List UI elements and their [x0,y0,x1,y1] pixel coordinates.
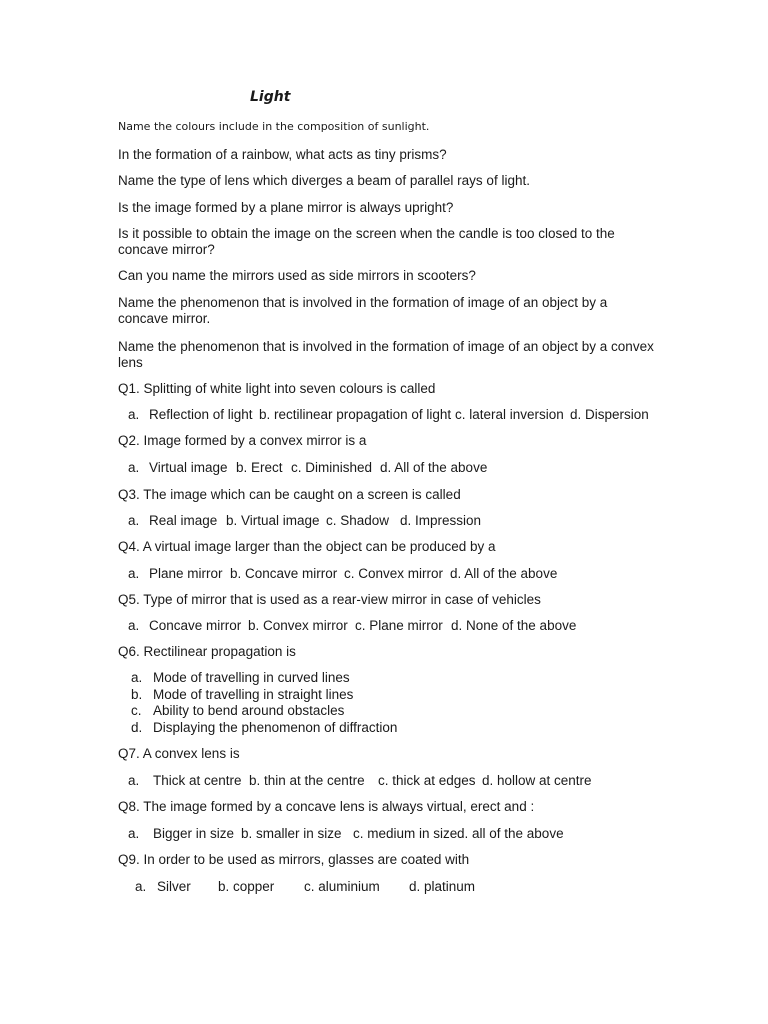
option-letter: a. [128,407,140,422]
option-text: Displaying the phenomenon of diffraction [153,720,398,736]
intro-question: Name the colours include in the composition of sunlight. [118,120,430,133]
option-letter: a. [128,826,140,841]
option-c: c. Convex mirror [344,566,444,581]
short-question-4: Is it possible to obtain the image on the screen when the candle is too closed to the concave mirror? [118,226,615,257]
option-letter: a. [128,618,140,633]
mcq-options-2 [128,460,487,476]
mcq-options-4 [128,566,557,582]
mcq-question-1: Q1. Splitting of white light into seven colours is called [118,381,436,396]
option-text: Mode of travelling in straight lines [153,686,354,702]
option-b: b. Concave mirror [230,566,338,581]
list-item [131,670,397,687]
option-text: Ability to bend around obstacles [153,703,345,719]
short-question-6: Name the phenomenon that is involved in the formation of image of an object by a concave mirror. [118,295,608,326]
option-c: c. Plane mirror [355,618,443,633]
short-question-5: Can you name the mirrors used as side mirrors in scooters? [118,268,476,283]
mcq-question-4: Q4. A virtual image larger than the object can be produced by a [118,539,496,554]
option-letter: a. [135,879,147,894]
mcq-options-7 [128,773,592,789]
mcq-question-2: Q2. Image formed by a convex mirror is a [118,433,367,448]
mcq-options-6 [131,670,397,737]
option-a: Silver [157,879,191,894]
option-d: d. hollow at centre [482,773,592,788]
option-c: c. medium in size [353,826,458,841]
option-d: d. None of the above [451,618,577,633]
mcq-options-8 [128,826,564,842]
option-c: c. Diminished [291,460,373,475]
option-d: d. Impression [400,513,482,528]
option-b: b. Erect [236,460,283,475]
option-a: Virtual image [149,460,228,475]
option-b: b. Virtual image [226,513,320,528]
mcq-question-6: Q6. Rectilinear propagation is [118,644,296,659]
option-a: Thick at centre [153,773,242,788]
option-d: d. All of the above [450,566,558,581]
option-letter: a. [128,460,140,475]
option-letter: a. [128,773,140,788]
mcq-question-8: Q8. The image formed by a concave lens is always virtual, erect and : [118,799,535,814]
mcq-options-5 [128,618,576,634]
option-letter: a. [131,670,143,685]
option-d: d. Dispersion [570,407,649,422]
short-question-2: Name the type of lens which diverges a beam of parallel rays of light. [118,173,530,188]
option-a: Concave mirror [149,618,242,633]
list-item [131,687,397,704]
option-d: d. All of the above [380,460,488,475]
list-item [131,703,397,720]
option-letter: a. [128,566,140,581]
mcq-question-9: Q9. In order to be used as mirrors, glasses are coated with [118,852,470,867]
worksheet-title: Light [250,89,291,105]
short-question-1: In the formation of a rainbow, what acts as tiny prisms? [118,147,447,162]
option-c: c. aluminium [304,879,380,894]
mcq-options-9 [135,879,475,895]
option-d: d. platinum [409,879,476,894]
option-letter: b. [131,686,143,702]
mcq-options-1 [128,407,649,423]
option-a: Reflection of light [149,407,253,422]
option-b: b. Convex mirror [248,618,348,633]
option-b: b. rectilinear propagation of light [259,407,452,422]
option-text: Mode of travelling in curved lines [153,670,350,685]
option-b: b. smaller in size [241,826,342,841]
list-item [131,720,397,737]
option-c: c. Shadow [326,513,390,528]
option-letter: a. [128,513,140,528]
mcq-question-5: Q5. Type of mirror that is used as a rear-view mirror in case of vehicles [118,592,541,607]
option-letter: d. [131,720,143,736]
option-a: Bigger in size [153,826,235,841]
option-b: b. copper [218,879,275,894]
option-c: c. lateral inversion [455,407,564,422]
option-a: Plane mirror [149,566,223,581]
short-question-3: Is the image formed by a plane mirror is always upright? [118,200,454,215]
mcq-question-7: Q7. A convex lens is [118,746,240,761]
mcq-question-3: Q3. The image which can be caught on a screen is called [118,487,461,502]
option-d: d. all of the above [457,826,564,841]
option-a: Real image [149,513,218,528]
option-letter: c. [131,703,142,719]
mcq-options-3 [128,513,481,529]
option-c: c. thick at edges [378,773,476,788]
option-b: b. thin at the centre [249,773,365,788]
short-question-7: Name the phenomenon that is involved in the formation of image of an object by a convex lens [118,339,654,370]
